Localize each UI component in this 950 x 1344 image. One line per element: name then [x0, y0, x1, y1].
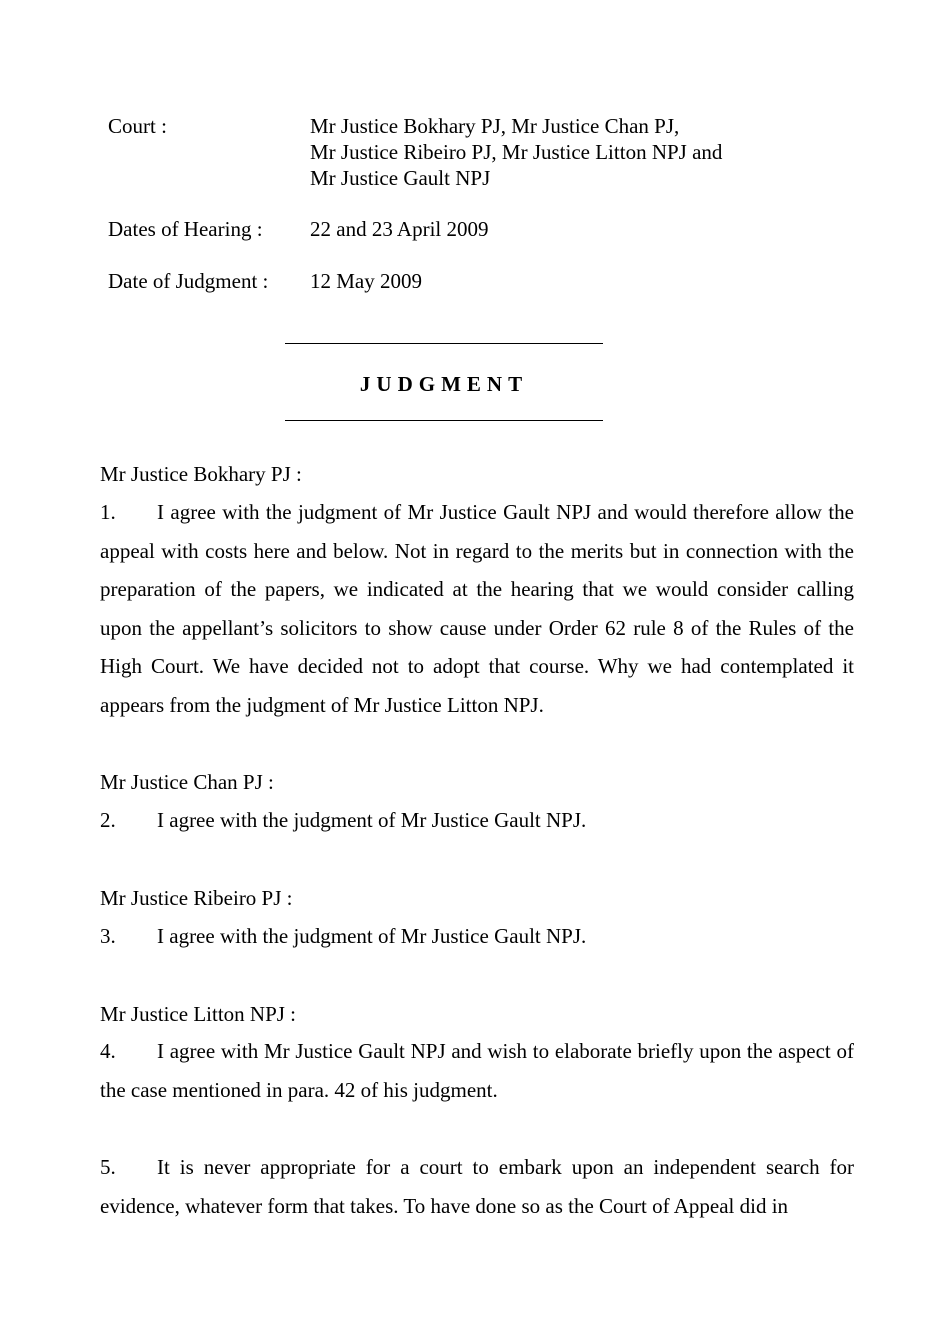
paragraph-number: 5. [100, 1155, 116, 1179]
court-line: Mr Justice Bokhary PJ, Mr Justice Chan PJ, [310, 114, 680, 138]
court-label: Court : [108, 114, 167, 138]
paragraph [100, 1148, 854, 1225]
title-rule-top [285, 343, 603, 344]
paragraph-number: 4. [100, 1039, 116, 1063]
judgment-date-label: Date of Judgment : [108, 269, 269, 293]
paragraph-text: I agree with the judgment of Mr Justice Gault NPJ. [157, 808, 587, 832]
court-value [310, 113, 868, 191]
paragraph [100, 801, 854, 840]
judgment-date-row [108, 268, 868, 294]
paragraph-number: 3. [100, 924, 116, 948]
speaker-heading: Mr Justice Chan PJ : [100, 770, 274, 794]
court-row [108, 113, 868, 191]
paragraph-text: I agree with Mr Justice Gault NPJ and wish to elaborate briefly upon the aspect of the case mentioned in para. 42 of his judgment. [100, 1039, 854, 1102]
hearing-dates-row [108, 216, 868, 242]
judgment-date-value: 12 May 2009 [310, 269, 422, 293]
judgment-title: JUDGMENT [359, 372, 529, 396]
court-line: Mr Justice Ribeiro PJ, Mr Justice Litton NPJ and [310, 140, 723, 164]
paragraph-text: I agree with the judgment of Mr Justice Gault NPJ and would therefore allow the appeal with costs here and below. Not in regard to the merits but in connection with the preparation of the papers, we indicated at the hearing that we would consider calling upon the appellant’s solicitors to show cause under Order 62 rule 8 of the Rules of the High Court. We have decided not to adopt that course. Why we had contemplated it appears from the judgment of Mr Justice Litton NPJ. [100, 500, 854, 717]
paragraph-text: I agree with the judgment of Mr Justice Gault NPJ. [157, 924, 587, 948]
paragraph-number: 2. [100, 808, 116, 832]
paragraph [100, 493, 854, 724]
paragraph [100, 917, 854, 956]
paragraph-text: It is never appropriate for a court to embark upon an independent search for evidence, whatever form that takes. To have done so as the Court of Appeal did in [100, 1155, 854, 1218]
hearing-dates-label: Dates of Hearing : [108, 217, 263, 241]
hearing-dates-value: 22 and 23 April 2009 [310, 217, 489, 241]
paragraph-number: 1. [100, 500, 116, 524]
paragraph [100, 1032, 854, 1109]
speaker-heading: Mr Justice Ribeiro PJ : [100, 886, 293, 910]
title-rule-bottom [285, 420, 603, 421]
speaker-heading: Mr Justice Bokhary PJ : [100, 462, 302, 486]
speaker-heading: Mr Justice Litton NPJ : [100, 1002, 297, 1026]
court-line: Mr Justice Gault NPJ [310, 166, 491, 190]
